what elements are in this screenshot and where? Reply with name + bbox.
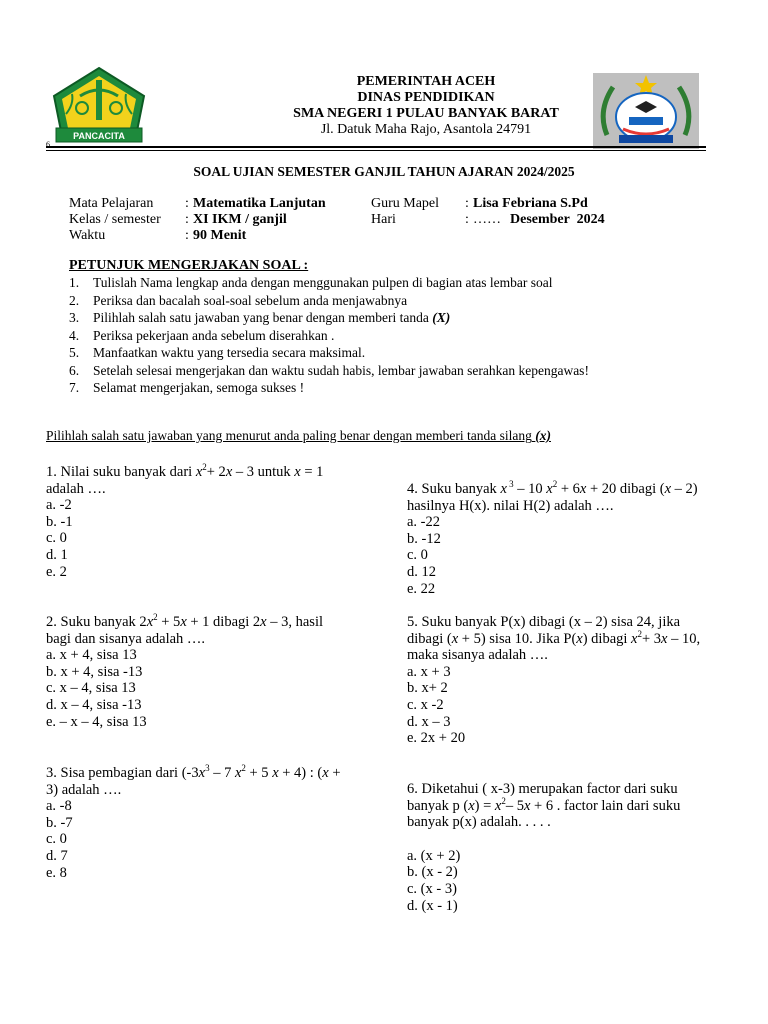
question-prompt-cont: maka sisanya adalah ….	[407, 647, 548, 664]
option-a[interactable]: a. -2	[46, 497, 72, 514]
mark-symbol: (x)	[535, 428, 551, 443]
instructions-list	[69, 274, 709, 397]
instructions-title: PETUNJUK MENGERJAKAN SOAL :	[69, 258, 309, 273]
question-prompt: 5. Suku banyak P(x) dibagi (x – 2) sisa 24, jika	[407, 614, 681, 630]
option-c[interactable]: c. x – 4, sisa 13	[46, 680, 136, 697]
colon: :	[465, 196, 469, 211]
option-a[interactable]: a. x + 3	[407, 663, 451, 680]
option-c[interactable]: c. x -2	[407, 696, 444, 713]
instruction-item: 3. Pilihlah salah satu jawaban yang benar dengan memberi tanda (X)	[69, 310, 451, 325]
day-value: Desember 2024	[510, 212, 605, 227]
option-a[interactable]: a. (x + 2)	[407, 847, 461, 864]
colon: :	[185, 228, 189, 243]
option-e[interactable]: e. 8	[46, 864, 67, 881]
small-mark: 6	[46, 140, 50, 149]
question-3	[46, 765, 341, 881]
teacher-value: Lisa Febriana S.Pd	[473, 196, 588, 211]
question-2	[46, 614, 323, 730]
instruction-item: 5. Manfaatkan waktu yang tersedia secara maksimal.	[69, 345, 366, 360]
subject-value: Matematika Lanjutan	[193, 196, 326, 211]
option-d[interactable]: d. x – 4, sisa -13	[46, 696, 142, 713]
question-prompt-cont: bagi dan sisanya adalah ….	[46, 630, 206, 647]
question-5	[407, 614, 700, 747]
question-prompt-cont: banyak p $(x) = x^2-$ 5x + 6 . factor lain dari suku	[407, 795, 681, 814]
spacer	[407, 831, 680, 848]
colon: :	[465, 212, 469, 227]
class-label: Kelas / semester	[69, 212, 161, 227]
question-prompt-cont: adalah ….	[46, 480, 106, 497]
question-prompt-cont: dibagi (x + 5) sisa 10. Jika P(x) dibagi $x^2+ 3x - 10$,	[407, 628, 701, 647]
question-prompt: 2. Suku banyak $2x^2 + 5x + 1$ dibagi 2x – 3, hasil	[46, 612, 323, 630]
instruction-item: 6. Setelah selesai mengerjakan dan waktu sudah habis, lembar jawaban serahkan kepengawas!	[69, 362, 589, 378]
colon: :	[185, 212, 189, 227]
option-d[interactable]: d. 1	[46, 546, 68, 563]
option-d[interactable]: d. 7	[46, 847, 68, 864]
option-a[interactable]: a. -22	[407, 514, 441, 531]
question-1	[46, 464, 323, 580]
header-department: DINAS PENDIDIKAN	[357, 90, 495, 105]
option-b[interactable]: b. -7	[46, 814, 73, 831]
header-divider-thin	[46, 150, 706, 151]
school-logo	[593, 73, 699, 149]
day-dots: ……	[473, 212, 501, 227]
instruction-item: 4. Periksa pekerjaan anda sebelum diserahkan .	[69, 327, 335, 343]
option-b[interactable]: b. (x - 2)	[407, 864, 458, 881]
question-prompt-cont: banyak p(x) adalah. . . . .	[407, 814, 551, 831]
question-prompt: 3. Sisa pembagian dari ($-3x^3 - 7$ $x^2 + 5$ x + 4) : (x +	[46, 763, 341, 781]
question-prompt: 6. Diketahui ( x-3) merupakan factor dari suku	[407, 781, 678, 797]
option-e[interactable]: e. 22	[407, 580, 436, 597]
instruction-item: 1. Tulislah Nama lengkap anda dengan menggunakan pulpen di bagian atas lembar soal	[69, 275, 553, 290]
header-school: SMA NEGERI 1 PULAU BANYAK BARAT	[293, 106, 559, 121]
option-e[interactable]: e. – x – 4, sisa 13	[46, 713, 147, 730]
answer-directive: Pilihlah salah satu jawaban yang menurut anda paling benar dengan memberi tanda silang (x)	[46, 428, 551, 443]
letterhead	[200, 74, 652, 138]
time-label: Waktu	[69, 228, 106, 243]
option-d[interactable]: d. x – 3	[407, 713, 451, 730]
option-b[interactable]: b. -1	[46, 513, 73, 530]
exam-title: SOAL UJIAN SEMESTER GANJIL TAHUN AJARAN 2024/2025	[193, 164, 575, 179]
class-value: XI IKM / ganjil	[193, 212, 287, 227]
option-b[interactable]: b. x+ 2	[407, 680, 448, 697]
header-government: PEMERINTAH ACEH	[356, 74, 496, 89]
option-e[interactable]: e. 2	[46, 563, 67, 580]
logo-caption: PANCACITA	[73, 131, 125, 141]
instruction-item: 2. Periksa dan bacalah soal-soal sebelum anda menjawabnya	[69, 292, 408, 308]
question-prompt: 4. Suku banyak x $^3$ – 10 $x^2 + 6x + 20$ dibagi (x – 2)	[407, 479, 698, 497]
question-4	[407, 481, 698, 597]
option-a[interactable]: a. -8	[46, 798, 72, 815]
exam-info	[0, 194, 768, 244]
mark-symbol: (X)	[432, 310, 451, 325]
option-d[interactable]: d. (x - 1)	[407, 897, 458, 914]
option-c[interactable]: c. 0	[46, 530, 67, 547]
header-divider	[46, 146, 706, 148]
option-b[interactable]: b. -12	[407, 530, 441, 547]
pancacita-logo	[52, 66, 146, 146]
day-label: Hari	[371, 212, 396, 227]
instruction-item: 7. Selamat mengerjakan, semoga sukses !	[69, 380, 305, 395]
option-c[interactable]: c. (x - 3)	[407, 880, 457, 897]
question-prompt-cont: 3) adalah ….	[46, 781, 122, 798]
question-6	[407, 781, 680, 914]
subject-label: Mata Pelajaran	[69, 196, 154, 211]
time-value: 90 Menit	[193, 228, 247, 243]
question-prompt: 1. Nilai suku banyak dari $x^2+ 2x - 3$ untuk x = 1	[46, 462, 324, 480]
option-b[interactable]: b. x + 4, sisa -13	[46, 663, 143, 680]
option-d[interactable]: d. 12	[407, 563, 436, 580]
question-prompt-cont: hasilnya H(x). nilai H(2) adalah ….	[407, 497, 614, 514]
option-c[interactable]: c. 0	[407, 547, 428, 564]
option-a[interactable]: a. x + 4, sisa 13	[46, 647, 137, 664]
header-address: Jl. Datuk Maha Rajo, Asantola 24791	[320, 122, 532, 137]
colon: :	[185, 196, 189, 211]
option-c[interactable]: c. 0	[46, 831, 67, 848]
teacher-label: Guru Mapel	[371, 196, 440, 211]
option-e[interactable]: e. 2x + 20	[407, 730, 466, 747]
